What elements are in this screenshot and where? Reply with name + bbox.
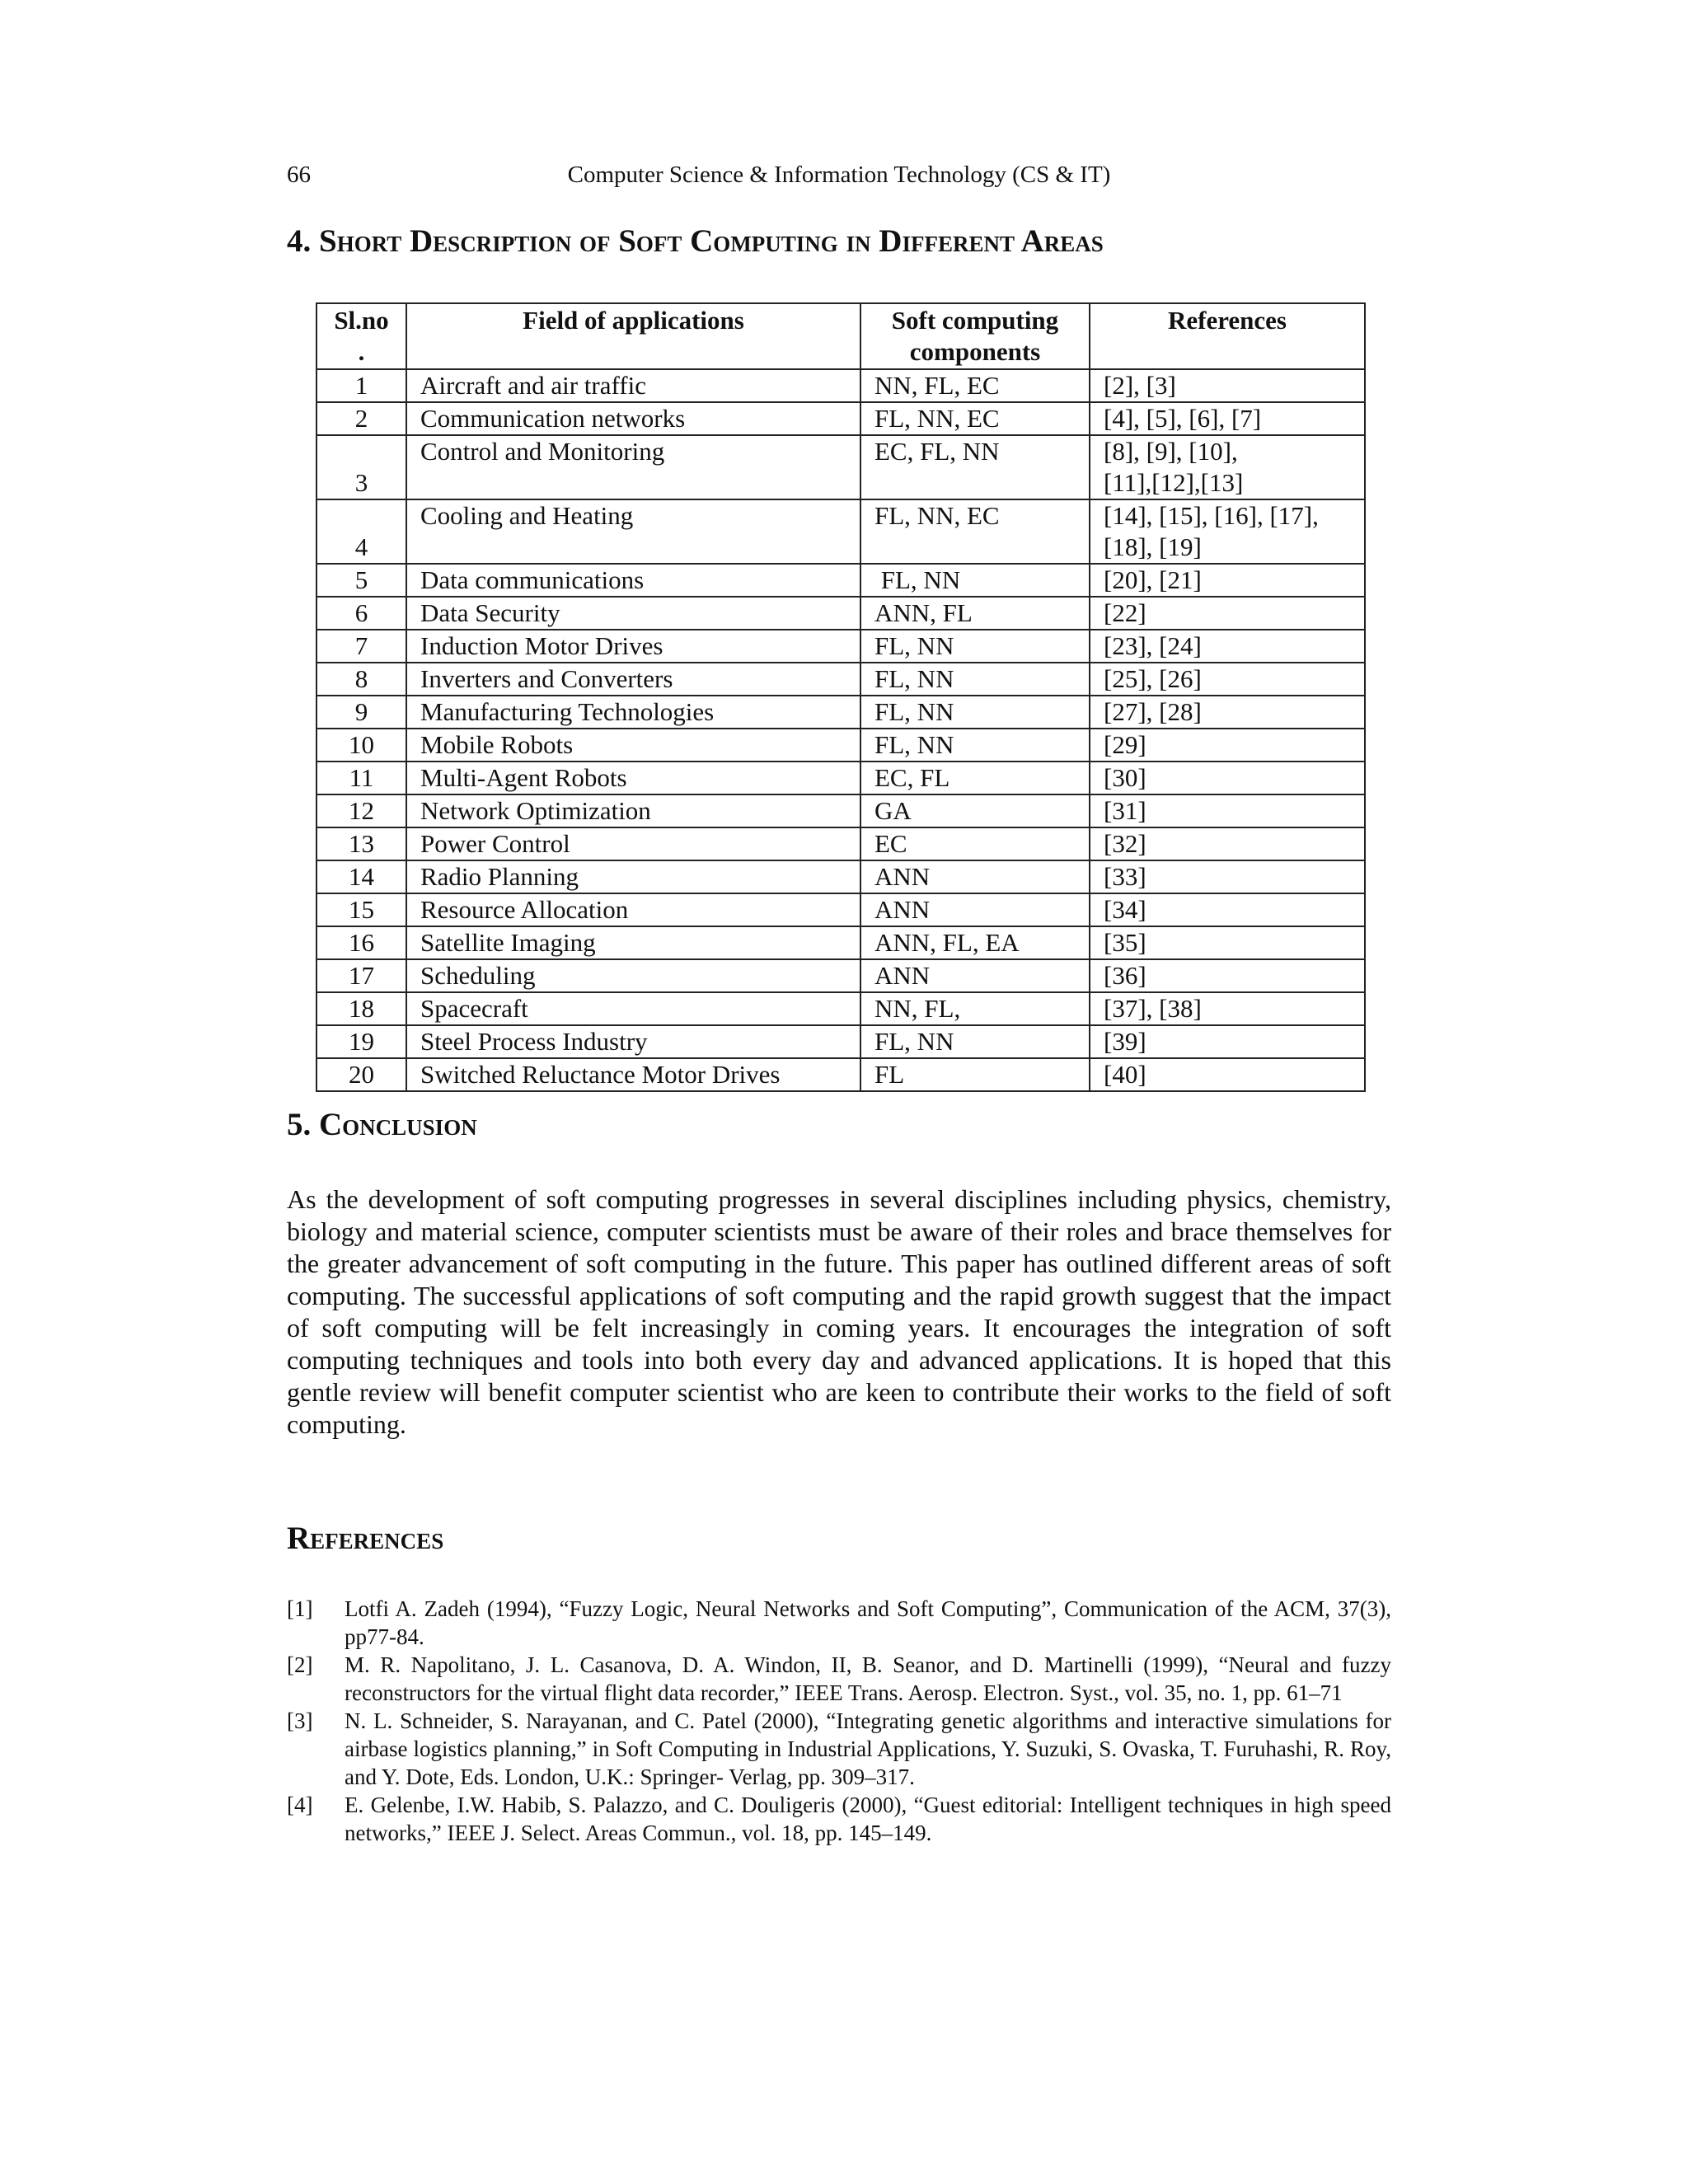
- cell-field: Scheduling: [406, 959, 860, 992]
- table-row: [316, 893, 1365, 926]
- applications-table: [316, 302, 1366, 1092]
- section-4-heading: 4. Short Description of Soft Computing in Different Areas: [287, 223, 1104, 259]
- table-row: [316, 827, 1365, 860]
- cell-references: [1090, 402, 1365, 435]
- reference-text: N. L. Schneider, S. Narayanan, and C. Patel (2000), “Integrating genetic algorithms and interactive simulations for airbase logistics planning,” in Soft Computing in Industrial Applications, Y. Suzuki, S. Ovaska, T. Furuhashi, R. Roy, and Y. Dote, Eds. London, U.K.: Springer- Verlag, pp. 309–317.: [345, 1708, 1391, 1789]
- table-row: [316, 597, 1365, 630]
- reference-number: [2]: [287, 1652, 313, 1677]
- reference-number: [1]: [287, 1596, 313, 1621]
- table-row: [316, 1058, 1365, 1091]
- cell-references: [1090, 959, 1365, 992]
- cell-components: FL, NN: [860, 663, 1090, 696]
- table-row: [316, 992, 1365, 1025]
- cell-components: EC: [860, 827, 1090, 860]
- table-row: [316, 1025, 1365, 1058]
- col-header-references: References: [1090, 303, 1365, 369]
- cell-components: ANN, FL: [860, 597, 1090, 630]
- cell-references: [1090, 926, 1365, 959]
- table-row: [316, 959, 1365, 992]
- cell-slno: 5: [316, 564, 406, 597]
- references-list: [287, 1595, 1391, 1847]
- table-row: [316, 762, 1365, 794]
- running-header: [287, 162, 1391, 194]
- conclusion-paragraph: As the development of soft computing progresses in several disciplines including physics, chemistry, biology and material science, computer scientists must be aware of their roles and brace themselves for the greater advancement of soft computing in the future. This paper has outlined different areas of soft computing. The successful applications of soft computing and the rapid growth suggest that the impact of soft computing will be felt increasingly in coming years. It encourages the integration of soft computing techniques and tools into both every day and advanced applications. It is hoped that this gentle review will benefit computer scientist who are keen to contribute their works to the field of soft computing.: [287, 1184, 1391, 1439]
- cell-slno: 12: [316, 794, 406, 827]
- cell-references-line1: [35]: [1104, 928, 1146, 957]
- cell-references-line2: [18], [19]: [1104, 532, 1202, 561]
- cell-references: [1090, 564, 1365, 597]
- page-number: 66: [287, 162, 311, 188]
- cell-field: Resource Allocation: [406, 893, 860, 926]
- table-header-row: [316, 303, 1365, 369]
- cell-field: Inverters and Converters: [406, 663, 860, 696]
- cell-slno: 13: [316, 827, 406, 860]
- cell-references-line1: [29]: [1104, 730, 1146, 759]
- cell-references: [1090, 499, 1365, 564]
- cell-slno: 20: [316, 1058, 406, 1091]
- cell-field: Induction Motor Drives: [406, 630, 860, 663]
- cell-references-line1: [23], [24]: [1104, 631, 1202, 660]
- table-row: [316, 794, 1365, 827]
- cell-field: Radio Planning: [406, 860, 860, 893]
- cell-references-line1: [20], [21]: [1104, 565, 1202, 594]
- reference-text: E. Gelenbe, I.W. Habib, S. Palazzo, and C. Douligeris (2000), “Guest editorial: Intelligent techniques in high speed networks,” IEEE J. Select. Areas Commun., vol. 18, pp. 145–149.: [345, 1793, 1391, 1845]
- reference-number: [4]: [287, 1793, 313, 1817]
- table-row: [316, 435, 1365, 499]
- cell-components: NN, FL, EC: [860, 369, 1090, 402]
- cell-references: [1090, 860, 1365, 893]
- table-row: [316, 663, 1365, 696]
- cell-slno: 9: [316, 696, 406, 729]
- col-header-components-line2: components: [909, 337, 1041, 366]
- cell-slno: 6: [316, 597, 406, 630]
- cell-slno: 10: [316, 729, 406, 762]
- cell-references-line1: [32]: [1104, 829, 1146, 858]
- reference-item: [287, 1707, 1391, 1791]
- cell-slno: 19: [316, 1025, 406, 1058]
- reference-item: [287, 1651, 1391, 1707]
- col-header-slno-dot: .: [358, 337, 365, 366]
- cell-references-line1: [36]: [1104, 961, 1146, 990]
- cell-field: Switched Reluctance Motor Drives: [406, 1058, 860, 1091]
- cell-references-line1: [33]: [1104, 862, 1146, 891]
- cell-references: [1090, 893, 1365, 926]
- cell-references-line1: [31]: [1104, 796, 1146, 825]
- journal-title: Computer Science & Information Technology (CS & IT): [567, 162, 1111, 188]
- cell-components: FL, NN: [860, 696, 1090, 729]
- cell-slno: 15: [316, 893, 406, 926]
- table-row: [316, 860, 1365, 893]
- cell-components: FL, NN: [860, 1025, 1090, 1058]
- cell-references: [1090, 597, 1365, 630]
- cell-references-line1: [14], [15], [16], [17],: [1104, 501, 1319, 530]
- cell-components: FL, NN, EC: [860, 499, 1090, 564]
- reference-number: [3]: [287, 1708, 313, 1733]
- cell-field: Spacecraft: [406, 992, 860, 1025]
- reference-item: [287, 1791, 1391, 1847]
- cell-field: Network Optimization: [406, 794, 860, 827]
- cell-slno: 8: [316, 663, 406, 696]
- cell-slno: 2: [316, 402, 406, 435]
- cell-components: FL: [860, 1058, 1090, 1091]
- cell-components: ANN, FL, EA: [860, 926, 1090, 959]
- cell-references-line1: [30]: [1104, 763, 1146, 792]
- cell-references-line2: [11],[12],[13]: [1104, 468, 1244, 497]
- cell-references: [1090, 992, 1365, 1025]
- cell-references: [1090, 827, 1365, 860]
- cell-field: Data Security: [406, 597, 860, 630]
- cell-slno: 3: [316, 435, 406, 499]
- references-heading: References: [287, 1521, 444, 1556]
- col-header-field: Field of applications: [406, 303, 860, 369]
- cell-references-line1: [27], [28]: [1104, 697, 1202, 726]
- cell-components: ANN: [860, 959, 1090, 992]
- table-row: [316, 402, 1365, 435]
- table-row: [316, 696, 1365, 729]
- cell-references-line1: [37], [38]: [1104, 994, 1202, 1023]
- table-row: [316, 564, 1365, 597]
- cell-references: [1090, 1025, 1365, 1058]
- reference-text: Lotfi A. Zadeh (1994), “Fuzzy Logic, Neural Networks and Soft Computing”, Communication of the ACM, 37(3), pp77-84.: [345, 1596, 1391, 1649]
- table-row: [316, 926, 1365, 959]
- cell-references-line1: [39]: [1104, 1027, 1146, 1056]
- cell-references-line1: [25], [26]: [1104, 664, 1202, 693]
- cell-components: NN, FL,: [860, 992, 1090, 1025]
- reference-text: M. R. Napolitano, J. L. Casanova, D. A. Windon, II, B. Seanor, and D. Martinelli (1999), “Neural and fuzzy reconstructors for the virtual flight data recorder,” IEEE Trans. Aerosp. Electron. Syst., vol. 35, no. 1, pp. 61–71: [345, 1652, 1391, 1705]
- cell-components: FL, NN, EC: [860, 402, 1090, 435]
- col-header-components-line1: Soft computing: [891, 306, 1059, 335]
- table-row: [316, 369, 1365, 402]
- cell-components: FL, NN: [860, 630, 1090, 663]
- col-header-slno: [316, 303, 406, 369]
- cell-references: [1090, 794, 1365, 827]
- col-header-components: [860, 303, 1090, 369]
- cell-references-line1: [22]: [1104, 598, 1146, 627]
- cell-references-line1: [34]: [1104, 895, 1146, 924]
- cell-references: [1090, 696, 1365, 729]
- cell-references: [1090, 435, 1365, 499]
- cell-field: Multi-Agent Robots: [406, 762, 860, 794]
- cell-slno: 18: [316, 992, 406, 1025]
- cell-components: ANN: [860, 893, 1090, 926]
- table-row: [316, 499, 1365, 564]
- reference-item: [287, 1595, 1391, 1651]
- table-row: [316, 729, 1365, 762]
- cell-slno: 16: [316, 926, 406, 959]
- col-header-slno-label: Sl.no: [334, 306, 389, 335]
- cell-components: FL, NN: [860, 729, 1090, 762]
- cell-field: Satellite Imaging: [406, 926, 860, 959]
- cell-field: Communication networks: [406, 402, 860, 435]
- cell-field: Steel Process Industry: [406, 1025, 860, 1058]
- cell-components: GA: [860, 794, 1090, 827]
- cell-slno: 4: [316, 499, 406, 564]
- cell-slno: 14: [316, 860, 406, 893]
- cell-references-line1: [2], [3]: [1104, 371, 1176, 400]
- cell-references: [1090, 663, 1365, 696]
- cell-components: EC, FL, NN: [860, 435, 1090, 499]
- cell-references-line1: [40]: [1104, 1060, 1146, 1089]
- table-row: [316, 630, 1365, 663]
- cell-references: [1090, 1058, 1365, 1091]
- cell-references-line1: [4], [5], [6], [7]: [1104, 404, 1262, 433]
- cell-references: [1090, 369, 1365, 402]
- table-body: [316, 369, 1365, 1091]
- cell-field: Power Control: [406, 827, 860, 860]
- cell-references: [1090, 729, 1365, 762]
- cell-components: FL, NN: [860, 564, 1090, 597]
- cell-field: Aircraft and air traffic: [406, 369, 860, 402]
- cell-slno: 17: [316, 959, 406, 992]
- cell-components: EC, FL: [860, 762, 1090, 794]
- cell-field: Manufacturing Technologies: [406, 696, 860, 729]
- cell-references-line1: [8], [9], [10],: [1104, 437, 1238, 466]
- cell-components: ANN: [860, 860, 1090, 893]
- section-5-heading: 5. Conclusion: [287, 1107, 477, 1142]
- cell-field: Data communications: [406, 564, 860, 597]
- cell-field: Cooling and Heating: [406, 499, 860, 564]
- cell-field: Control and Monitoring: [406, 435, 860, 499]
- cell-slno: 1: [316, 369, 406, 402]
- cell-slno: 7: [316, 630, 406, 663]
- cell-references: [1090, 762, 1365, 794]
- cell-references: [1090, 630, 1365, 663]
- cell-slno: 11: [316, 762, 406, 794]
- cell-field: Mobile Robots: [406, 729, 860, 762]
